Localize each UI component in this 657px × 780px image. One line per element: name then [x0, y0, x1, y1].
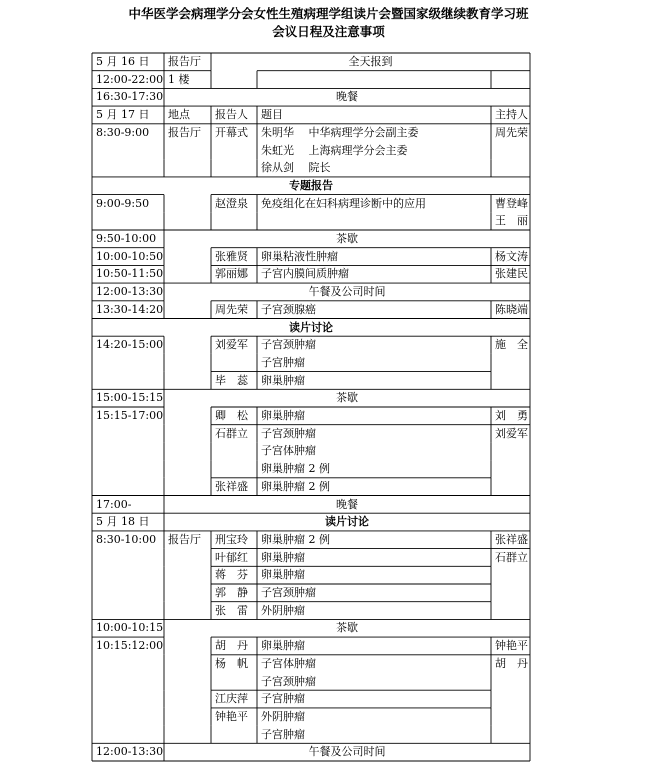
time-cell: 5 月 18 日 — [96, 515, 150, 529]
topic-cell: 卵巢肿瘤 2 例 — [261, 462, 330, 476]
speaker-cell: 张雅贤 — [215, 249, 248, 263]
time-cell: 14:20-15:00 — [96, 338, 164, 352]
place-cell: 1 楼 — [168, 72, 190, 86]
time-cell: 8:30-9:00 — [96, 125, 150, 139]
section-row-label: 晚餐 — [336, 90, 358, 104]
speaker-cell: 报告人 — [215, 108, 248, 122]
time-cell: 12:00-13:30 — [96, 285, 164, 299]
time-cell: 15:00-15:15 — [96, 391, 164, 405]
topic-cell: 子宫体肿瘤 — [261, 656, 316, 670]
speaker-cell: 卿 松 — [215, 409, 248, 422]
speaker-cell: 石群立 — [215, 426, 248, 440]
section-row-label: 午餐及公司时间 — [308, 745, 386, 759]
topic-cell: 卵巢肿瘤 2 例 — [261, 479, 330, 493]
topic-cell: 子宫颈肿瘤 — [261, 586, 316, 599]
host-cell: 张祥盛 — [495, 532, 528, 546]
host-cell: 曹登峰 — [495, 196, 528, 210]
time-cell: 10:00-10:50 — [96, 249, 164, 263]
topic-cell: 卵巢粘液性肿瘤 — [261, 249, 338, 263]
speaker-cell: 毕 蕊 — [215, 373, 248, 387]
topic-cell: 卵巢肿瘤 — [261, 639, 305, 653]
host-cell: 钟艳平 — [495, 639, 528, 653]
speaker-cell: 张 雷 — [215, 603, 248, 617]
speaker-cell: 钟艳平 — [215, 709, 248, 723]
time-cell: 12:00-13:30 — [96, 745, 164, 759]
topic-cell: 子宫颈腺癌 — [261, 302, 316, 316]
speaker-cell: 郭丽娜 — [215, 267, 248, 281]
time-cell: 5 月 17 日 — [96, 108, 150, 122]
section-row-label: 晚餐 — [336, 497, 358, 511]
host-cell: 刘爱军 — [495, 426, 528, 440]
speaker-cell: 赵澄泉 — [215, 196, 248, 210]
section-heading: 读片讨论 — [325, 515, 369, 529]
section-row-label: 午餐及公司时间 — [308, 285, 386, 299]
section-row-label: 茶歇 — [336, 391, 358, 405]
document-title: 中华医学会病理学分会女性生殖病理学组读片会暨国家级继续教育学习班 — [128, 6, 529, 21]
place-cell: 地点 — [168, 108, 190, 122]
time-cell: 15:15-17:00 — [96, 409, 164, 422]
topic-cell: 子宫颈肿瘤 — [261, 338, 316, 352]
host-cell: 刘 勇 — [495, 409, 528, 422]
speaker-cell: 张祥盛 — [215, 479, 248, 493]
speaker-cell: 江庆萍 — [215, 692, 248, 706]
host-cell: 石群立 — [495, 550, 528, 564]
speaker-cell: 杨 帆 — [215, 656, 248, 670]
host-cell: 陈晓端 — [495, 302, 528, 316]
section-heading: 读片讨论 — [289, 320, 333, 334]
topic-cell: 子宫肿瘤 — [261, 692, 305, 706]
time-cell: 8:30-10:00 — [96, 532, 157, 546]
time-cell: 16:30-17:30 — [96, 90, 164, 104]
topic-cell: 子宫肿瘤 — [261, 727, 305, 741]
speaker-cell: 刘爱军 — [215, 338, 248, 352]
speaker-cell: 叶郁红 — [215, 550, 248, 564]
section-row-label: 全天报到 — [348, 55, 393, 68]
topic-cell: 卵巢肿瘤 — [261, 409, 305, 422]
speaker-cell: 刑宝玲 — [215, 532, 248, 546]
topic-cell: 外阴肿瘤 — [261, 603, 305, 617]
time-cell: 10:15:12:00 — [96, 639, 164, 653]
topic-cell: 子宫颈肿瘤 — [261, 426, 316, 440]
topic-cell: 题目 — [261, 108, 283, 122]
topic-cell: 子宫肿瘤 — [261, 355, 305, 369]
host-cell: 周先荣 — [495, 125, 528, 139]
topic-cell: 朱明华 中华病理学分会副主委 — [261, 125, 419, 139]
topic-cell: 卵巢肿瘤 — [261, 373, 305, 387]
host-cell: 王 丽 — [495, 214, 528, 228]
speaker-cell: 周先荣 — [215, 302, 248, 316]
document-subtitle: 会议日程及注意事项 — [272, 24, 385, 39]
host-cell: 张建民 — [495, 267, 528, 281]
time-cell: 10:00-10:15 — [96, 621, 164, 635]
time-cell: 9:00-9:50 — [96, 196, 150, 210]
topic-cell: 子宫体肿瘤 — [261, 444, 316, 458]
host-cell: 主持人 — [495, 108, 528, 122]
topic-cell: 免疫组化在妇科病理诊断中的应用 — [261, 196, 426, 210]
topic-cell: 卵巢肿瘤 — [261, 550, 305, 564]
topic-cell: 卵巢肿瘤 — [261, 568, 305, 582]
speaker-cell: 胡 丹 — [215, 639, 248, 653]
topic-cell: 朱虹光 上海病理学分会主委 — [261, 143, 408, 157]
section-row-label: 茶歇 — [336, 232, 358, 245]
topic-cell: 外阴肿瘤 — [261, 709, 305, 723]
host-cell: 杨文涛 — [495, 249, 528, 263]
speaker-cell: 郭 静 — [215, 586, 248, 599]
place-cell: 报告厅 — [168, 125, 201, 139]
topic-cell: 卵巢肿瘤 2 例 — [261, 532, 330, 546]
place-cell: 报告厅 — [168, 55, 201, 68]
host-cell: 胡 丹 — [495, 656, 528, 670]
host-cell: 施 全 — [495, 338, 528, 352]
time-cell: 9:50-10:00 — [96, 232, 157, 245]
section-heading: 专题报告 — [289, 178, 333, 192]
speaker-cell: 蒋 芬 — [215, 568, 248, 582]
time-cell: 17:00- — [96, 497, 132, 511]
topic-cell: 子宫内膜间质肿瘤 — [261, 267, 349, 281]
time-cell: 5 月 16 日 — [96, 55, 150, 68]
section-row-label: 茶歇 — [336, 621, 358, 635]
time-cell: 10:50-11:50 — [96, 267, 164, 281]
topic-cell: 子宫颈肿瘤 — [261, 674, 316, 688]
place-cell: 报告厅 — [168, 532, 201, 546]
topic-cell: 徐从剑 院长 — [261, 161, 331, 175]
speaker-cell: 开幕式 — [215, 125, 248, 139]
time-cell: 13:30-14:20 — [96, 302, 164, 316]
time-cell: 12:00-22:00 — [96, 72, 164, 86]
